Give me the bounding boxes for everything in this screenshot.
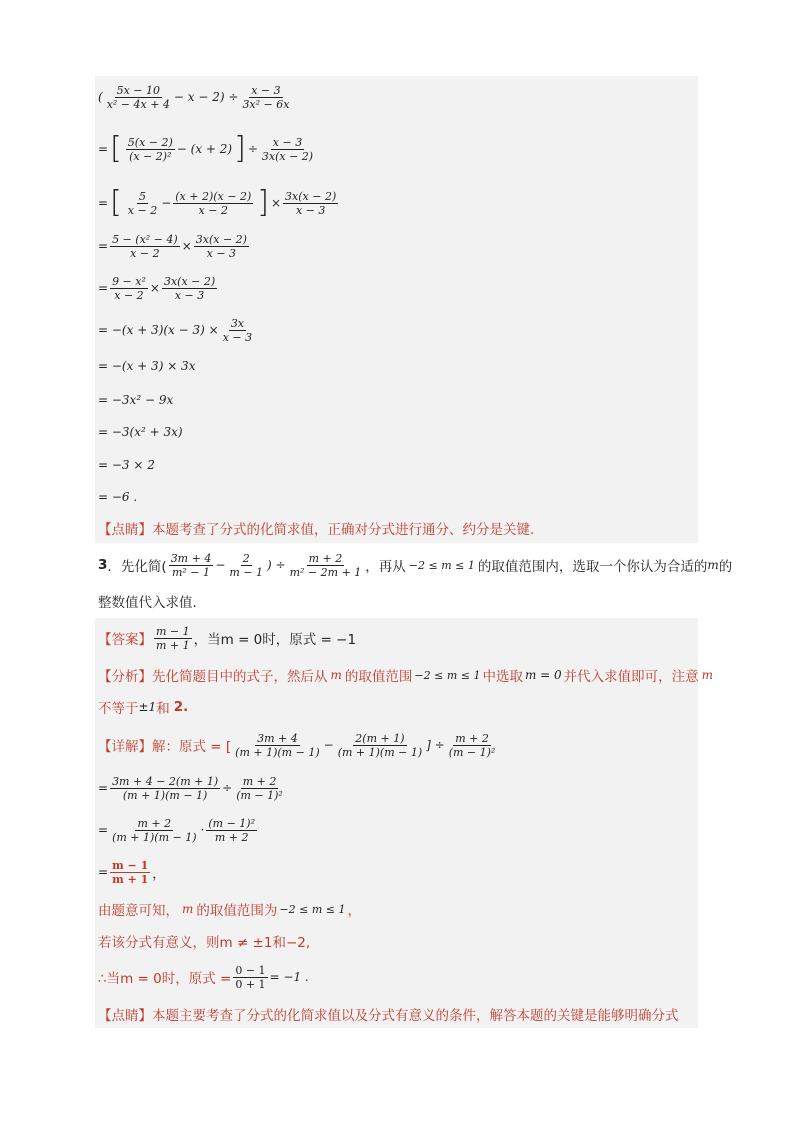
calc1-line-5: = $\frac{\text{9 − x²}}{x - 2}$ × $\frac{3x(x - 2)}{x - 3}$ <box>98 274 216 302</box>
fraction: 5 x − 2 <box>127 189 158 217</box>
fraction: m − 1 m + 1 <box>156 624 190 652</box>
fraction: $\frac{0 - 1}{0 + 1}$ <box>235 963 266 991</box>
calc1-line-4: = $\frac{\text{5 − (x² − 4)}}{x - 2}$ × $\frac{3x(x - 2)}{x - 3}$ <box>98 232 247 260</box>
fraction: $\frac{x - 3}{\text{3x² − 6x}}$ <box>242 83 290 111</box>
detail-line-2: = $\frac{3m + 4 - 2(m + 1)}{(m + 1)(m - 1)}$ ÷ $\frac{m + 2}{\text{(m − 1)²}}$ <box>98 774 283 802</box>
fraction: $\frac{m + 2}{\text{(m − 1)²}}$ <box>448 731 496 759</box>
calc1-line-11: = −6 . <box>98 490 138 504</box>
fraction: $\frac{\text{5 − (x² − 4)}}{x - 2}$ <box>112 232 178 260</box>
fraction: $\frac{3x(x - 2)}{x - 3}$ <box>163 274 216 302</box>
fraction: $\frac{x - 3}{3x(x - 2)}$ <box>261 135 314 163</box>
detail-line-4: = $\frac{m - 1}{m + 1}$ ， <box>98 858 166 886</box>
calc1-line-8: = −3x² − 9x <box>98 393 174 407</box>
calc1-line-2: = [ 5(x − 2) (x − 2)² − (x + 2) ] ÷ $\frac{x - 3}{3x(x - 2)}$ <box>98 131 314 166</box>
fraction: $\frac{3x}{x - 3}$ <box>222 316 253 344</box>
fraction: $\frac{3m + 4 - 2(m + 1)}{(m + 1)(m - 1)}$ <box>112 774 219 802</box>
fraction: $\frac{m + 2}{\text{m² − 2m + 1}}$ <box>289 551 362 579</box>
answer-tag: 【答案】 <box>98 632 152 648</box>
comment-2 <box>98 1004 679 1024</box>
detail-line-7: ∴当m = 0时，原式 = $\frac{0 - 1}{0 + 1}$ = −1 . <box>98 963 309 991</box>
fraction: $\frac{(x + 2)(x - 2)}{x - 2}$ <box>175 189 252 217</box>
calc1-line-7: = −(x + 3) × 3x <box>98 359 196 373</box>
fraction: $\frac{3x(x - 2)}{x - 3}$ <box>285 189 337 217</box>
fraction: 3m + 4 (m + 1)(m − 1) <box>235 731 320 759</box>
fraction: $\frac{3x(x - 2)}{x - 3}$ <box>195 232 247 260</box>
fraction: 3m + 4 m² − 1 <box>170 551 212 579</box>
calc1-line-3: = [ 5 x − 2 − $\frac{(x + 2)(x - 2)}{x - 2}$ ] × $\frac{3x(x - 2)}{x - 3}$ <box>98 185 337 220</box>
fraction: $\frac{m - 1}{m + 1}$ <box>112 858 149 886</box>
comment-text: 本题考查了分式的化简求值，正确对分式进行通分、约分是关键. <box>152 522 535 538</box>
fraction: $\frac{m + 2}{(m + 1)(m - 1)}$ <box>112 816 197 844</box>
comment-text: 本题主要考查了分式的化简求值以及分式有意义的条件，解答本题的关键是能够明确分式 <box>152 1008 679 1024</box>
calc1-line-9: = −3(x² + 3x) <box>98 425 183 439</box>
fraction: 5(x − 2) (x − 2)² <box>127 135 173 163</box>
fraction: $\frac{2(m + 1)}{(m + 1)(m - 1)}$ <box>337 731 423 759</box>
analysis-tag: 【分析】 <box>98 669 152 685</box>
analysis-line-1: 【分析】 先化简题目中的式子，然后从 m 的取值范围 −2 ≤ m ≤ 1 中选取 m = 0 并代入求值即可，注意 m <box>98 665 713 685</box>
fraction: $\frac{\text{9 − x²}}{x - 2}$ <box>112 274 146 302</box>
comment-1 <box>98 518 534 538</box>
calc1-line-10: = −3 × 2 <box>98 458 155 472</box>
fraction: $\frac{m + 2}{\text{(m − 1)²}}$ <box>236 774 283 802</box>
detail-line-6: 若该分式有意义，则m ≠ ±1和−2, <box>98 935 311 951</box>
detail-line-3: = $\frac{m + 2}{(m + 1)(m - 1)}$ · (m − 1)² m + 2 <box>98 816 255 844</box>
question-3-line-1: 3 ．先化简( 3m + 4 m² − 1 − $\frac{2}{m - 1}$ ) ÷ $\frac{m + 2}{\text{m² − 2m + 1}}$ ，再从 −2 ≤ m ≤ 1 的取值范围内，选取一个你认为合适的 m 的 <box>98 551 733 579</box>
calc1-line-6: = −(x + 3)(x − 3) × $\frac{3x}{x - 3}$ <box>98 316 253 344</box>
fraction: (m − 1)² m + 2 <box>208 816 255 844</box>
fraction: 5x − 10 x² − 4x + 4 <box>106 83 170 111</box>
comment-tag: 【点睛】 <box>98 1008 152 1024</box>
detail-line-1: 【详解】 解：原式 = [ 3m + 4 (m + 1)(m − 1) − $\frac{2(m + 1)}{(m + 1)(m - 1)}$ ] ÷ $\frac{m + 2}{\text{(m − 1)²}}$ <box>98 731 496 759</box>
comment-tag: 【点睛】 <box>98 522 152 538</box>
detail-line-5: 由题意可知， m 的取值范围为 −2 ≤ m ≤ 1 ， <box>98 902 361 919</box>
fraction: $\frac{2}{m - 1}$ <box>229 551 264 579</box>
detail-tag: 【详解】 <box>98 739 152 755</box>
answer-line: 【答案】 m − 1 m + 1 ，当m = 0时，原式 = −1 <box>98 624 357 652</box>
question-3-line-2: 整数值代入求值. <box>98 595 197 611</box>
question-number: 3 <box>98 557 108 573</box>
calc1-line-1: ( 5x − 10 x² − 4x + 4 − x − 2) ÷ $\frac{x - 3}{\text{3x² − 6x}}$ <box>98 83 290 111</box>
analysis-line-2: 不等于 ±1 和 2. <box>98 699 189 717</box>
